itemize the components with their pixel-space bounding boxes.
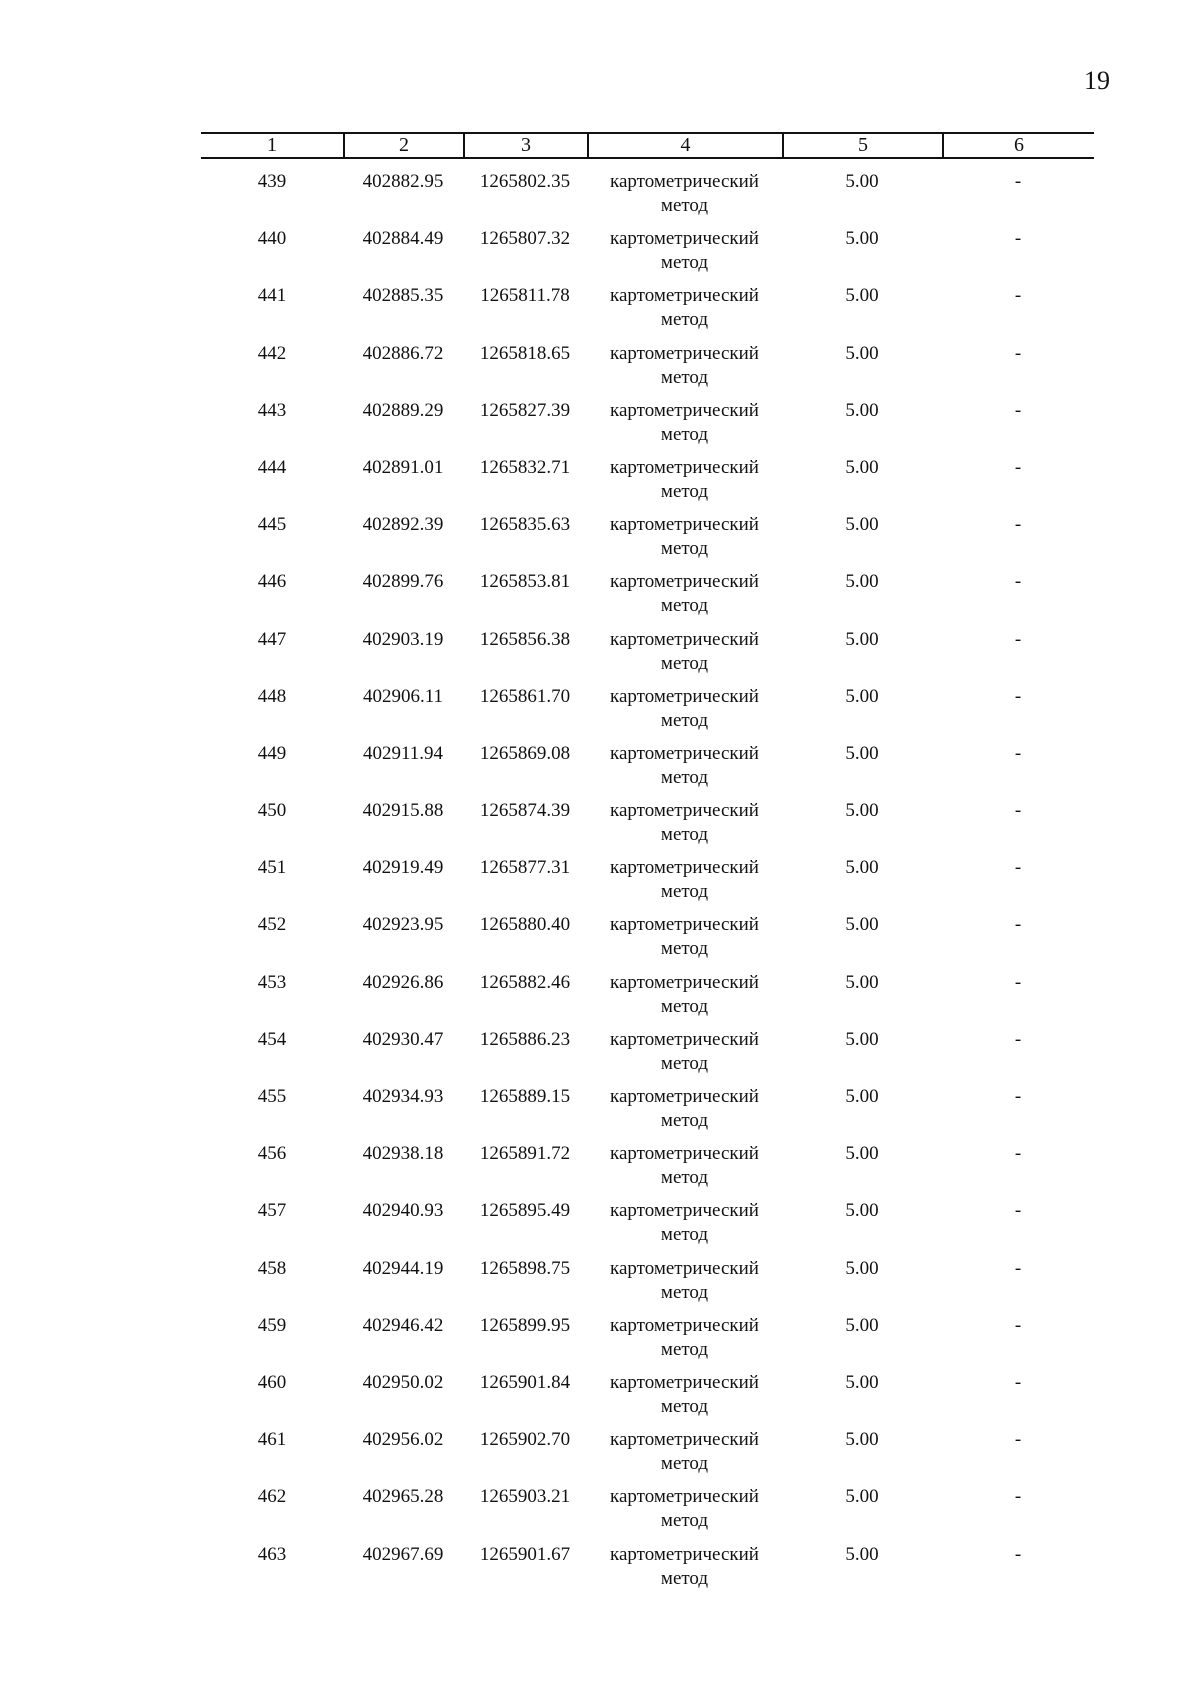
cell-description: - [1014,456,1022,478]
cell-coord-x: 402885.35 [362,285,444,307]
method-line-2: метод [660,309,709,331]
table-header [201,132,1094,159]
table-row [201,685,1094,742]
cell-method [587,856,782,904]
table-row [201,227,1094,284]
cell-accuracy: 5.00 [845,1429,879,1451]
cell-method [587,628,782,676]
cell-method [587,1543,782,1591]
cell-method [587,227,782,275]
cell-accuracy: 5.00 [845,456,879,478]
method-line-2: метод [660,881,709,903]
cell-method [587,1199,782,1247]
cell-method [587,1485,782,1533]
table-row [201,742,1094,799]
cell-point-number: 449 [257,742,287,764]
method-line-2: метод [660,480,709,502]
method-line-2: метод [660,766,709,788]
method-line-2: метод [660,595,709,617]
table-row [201,1142,1094,1199]
cell-description: - [1014,742,1022,764]
method-line-1: картометрический [610,1429,759,1451]
cell-accuracy: 5.00 [845,1371,879,1393]
method-line-1: картометрический [610,171,759,192]
method-line-1: картометрический [610,1371,759,1393]
cell-method [587,971,782,1019]
cell-coord-x: 402930.47 [362,1028,444,1050]
cell-accuracy: 5.00 [845,1486,879,1508]
cell-point-number: 451 [257,857,287,879]
cell-point-number: 454 [257,1028,287,1050]
method-line-2: метод [660,538,709,560]
cell-coord-x: 402886.72 [362,342,444,364]
table-row [201,1371,1094,1428]
cell-coord-x: 402967.69 [362,1543,444,1565]
cell-method [587,1314,782,1362]
cell-method [587,570,782,618]
cell-description: - [1014,1429,1022,1451]
cell-coord-y: 1265882.46 [479,971,571,993]
table-row [201,1257,1094,1314]
cell-coord-y: 1265807.32 [479,228,571,250]
method-line-1: картометрический [610,742,759,764]
cell-method [587,284,782,332]
cell-point-number: 456 [257,1143,287,1165]
cell-description: - [1014,571,1022,593]
cell-method [587,1257,782,1305]
table-row [201,513,1094,570]
method-line-2: метод [660,195,709,216]
cell-point-number: 461 [257,1429,287,1451]
table-row [201,1199,1094,1256]
cell-method [587,1028,782,1076]
cell-coord-x: 402940.93 [362,1200,444,1222]
cell-coord-y: 1265903.21 [479,1486,571,1508]
cell-accuracy: 5.00 [845,399,879,421]
method-line-2: метод [660,1453,709,1475]
table-row [201,628,1094,685]
cell-method [587,913,782,961]
cell-description: - [1014,342,1022,364]
cell-point-number: 442 [257,342,287,364]
cell-accuracy: 5.00 [845,285,879,307]
cell-coord-x: 402923.95 [362,914,444,936]
cell-description: - [1014,1371,1022,1393]
method-line-1: картометрический [610,1257,759,1279]
page-number: 19 [1084,66,1110,95]
cell-description: - [1014,1543,1022,1565]
cell-coord-y: 1265818.65 [479,342,571,364]
method-line-1: картометрический [610,342,759,364]
cell-method [587,1085,782,1133]
method-line-1: картометрический [610,399,759,421]
cell-coord-y: 1265880.40 [479,914,571,936]
cell-description: - [1014,857,1022,879]
cell-coord-y: 1265901.67 [479,1543,571,1565]
cell-accuracy: 5.00 [845,685,879,707]
cell-accuracy: 5.00 [845,914,879,936]
table-row [201,284,1094,341]
cell-point-number: 446 [257,571,287,593]
cell-description: - [1014,1314,1022,1336]
cell-accuracy: 5.00 [845,228,879,250]
cell-description: - [1014,1028,1022,1050]
cell-coord-y: 1265802.35 [479,171,571,192]
cell-coord-y: 1265886.23 [479,1028,571,1050]
cell-coord-x: 402889.29 [362,399,444,421]
cell-coord-x: 402950.02 [362,1371,444,1393]
method-line-1: картометрический [610,685,759,707]
cell-description: - [1014,914,1022,936]
method-line-2: метод [660,1110,709,1131]
method-line-1: картометрический [610,914,759,936]
cell-coord-y: 1265869.08 [479,742,571,764]
method-line-1: картометрический [610,456,759,478]
cell-accuracy: 5.00 [845,1543,879,1565]
cell-coord-y: 1265853.81 [479,571,571,593]
cell-point-number: 447 [257,628,287,650]
cell-coord-y: 1265861.70 [479,685,571,707]
cell-coord-y: 1265877.31 [479,857,571,879]
cell-accuracy: 5.00 [845,571,879,593]
cell-point-number: 459 [257,1314,287,1336]
cell-coord-x: 402946.42 [362,1314,444,1336]
table-row [201,1485,1094,1542]
table-row [201,399,1094,456]
method-line-2: метод [660,1338,709,1360]
method-line-1: картометрический [610,628,759,650]
method-line-1: картометрический [610,1143,759,1165]
cell-method [587,685,782,733]
header-cell-4: 4 [587,134,782,157]
cell-coord-x: 402919.49 [362,857,444,879]
method-line-2: метод [660,709,709,731]
cell-point-number: 441 [257,285,287,307]
method-line-2: метод [660,366,709,388]
table-row [201,456,1094,513]
table-body [201,170,1094,1600]
cell-coord-y: 1265827.39 [479,399,571,421]
cell-accuracy: 5.00 [845,514,879,536]
method-line-2: метод [660,1567,709,1589]
method-line-1: картометрический [610,1200,759,1222]
table-row [201,1085,1094,1142]
method-line-2: метод [660,1224,709,1246]
cell-coord-x: 402911.94 [362,742,444,764]
cell-description: - [1014,171,1022,192]
cell-coord-y: 1265811.78 [480,285,570,307]
cell-description: - [1014,628,1022,650]
cell-method [587,799,782,847]
header-cell-3: 3 [463,134,587,157]
cell-accuracy: 5.00 [845,1314,879,1336]
cell-coord-y: 1265856.38 [479,628,571,650]
cell-description: - [1014,1257,1022,1279]
header-cell-2: 2 [343,134,463,157]
cell-coord-x: 402903.19 [362,628,444,650]
cell-coord-y: 1265901.84 [479,1371,571,1393]
method-line-2: метод [660,1167,709,1189]
cell-description: - [1014,1486,1022,1508]
cell-accuracy: 5.00 [845,742,879,764]
method-line-1: картометрический [610,1314,759,1336]
method-line-2: метод [660,1510,709,1532]
method-line-1: картометрический [610,285,759,307]
method-line-1: картометрический [610,1086,759,1107]
cell-point-number: 445 [257,514,287,536]
method-line-1: картометрический [610,571,759,593]
cell-point-number: 463 [257,1543,287,1565]
header-cell-6: 6 [942,134,1094,157]
cell-coord-y: 1265902.70 [479,1429,571,1451]
cell-point-number: 444 [257,456,287,478]
cell-accuracy: 5.00 [845,1143,879,1165]
method-line-1: картометрический [610,800,759,822]
cell-method [587,1371,782,1419]
method-line-2: метод [660,995,709,1017]
cell-coord-y: 1265835.63 [479,514,571,536]
cell-description: - [1014,1143,1022,1165]
cell-method [587,513,782,561]
cell-accuracy: 5.00 [845,800,879,822]
header-cell-5: 5 [782,134,942,157]
cell-coord-x: 402899.76 [362,571,444,593]
cell-method [587,342,782,390]
table-row [201,799,1094,856]
cell-description: - [1014,685,1022,707]
cell-point-number: 460 [257,1371,287,1393]
table-row [201,1428,1094,1485]
table-row [201,856,1094,913]
method-line-2: метод [660,938,709,960]
cell-description: - [1014,1086,1022,1107]
cell-coord-y: 1265832.71 [479,456,571,478]
cell-accuracy: 5.00 [845,857,879,879]
method-line-1: картометрический [610,971,759,993]
method-line-1: картометрический [610,1028,759,1050]
cell-coord-y: 1265889.15 [479,1086,571,1107]
cell-point-number: 448 [257,685,287,707]
cell-coord-x: 402915.88 [362,800,444,822]
table-row [201,913,1094,970]
method-line-1: картометрический [610,857,759,879]
method-line-1: картометрический [610,514,759,536]
cell-accuracy: 5.00 [845,1086,879,1107]
cell-description: - [1014,514,1022,536]
table-row [201,1314,1094,1371]
cell-coord-x: 402891.01 [362,456,444,478]
cell-description: - [1014,399,1022,421]
method-line-2: метод [660,423,709,445]
cell-coord-y: 1265899.95 [479,1314,571,1336]
cell-coord-y: 1265891.72 [479,1143,571,1165]
cell-point-number: 450 [257,800,287,822]
cell-accuracy: 5.00 [845,1200,879,1222]
cell-description: - [1014,1200,1022,1222]
cell-method [587,1142,782,1190]
cell-accuracy: 5.00 [845,171,879,192]
cell-point-number: 440 [257,228,287,250]
cell-method [587,399,782,447]
method-line-2: метод [660,652,709,674]
cell-point-number: 462 [257,1486,287,1508]
cell-point-number: 457 [257,1200,287,1222]
table-row [201,1028,1094,1085]
header-cell-1: 1 [267,134,277,156]
cell-coord-x: 402938.18 [362,1143,444,1165]
cell-point-number: 453 [257,971,287,993]
cell-accuracy: 5.00 [845,342,879,364]
method-line-2: метод [660,1281,709,1303]
cell-accuracy: 5.00 [845,1257,879,1279]
cell-coord-x: 402934.93 [362,1086,444,1107]
cell-method [587,1428,782,1476]
cell-accuracy: 5.00 [845,971,879,993]
cell-coord-x: 402965.28 [362,1486,444,1508]
cell-coord-x: 402882.95 [362,171,444,192]
cell-description: - [1014,971,1022,993]
table-row [201,342,1094,399]
table-row [201,570,1094,627]
method-line-1: картометрический [610,228,759,250]
method-line-2: метод [660,252,709,274]
method-line-2: метод [660,1395,709,1417]
cell-point-number: 452 [257,914,287,936]
cell-coord-y: 1265898.75 [479,1257,571,1279]
cell-coord-x: 402956.02 [362,1429,444,1451]
cell-method [587,742,782,790]
cell-coord-x: 402884.49 [362,228,444,250]
table-row [201,170,1094,227]
cell-coord-x: 402926.86 [362,971,444,993]
cell-description: - [1014,285,1022,307]
method-line-2: метод [660,824,709,846]
cell-method [587,170,782,218]
cell-coord-x: 402906.11 [362,685,444,707]
cell-point-number: 455 [257,1086,287,1107]
cell-coord-x: 402892.39 [362,514,444,536]
cell-point-number: 443 [257,399,287,421]
cell-description: - [1014,228,1022,250]
method-line-1: картометрический [610,1486,759,1508]
cell-method [587,456,782,504]
cell-coord-y: 1265895.49 [479,1200,571,1222]
method-line-1: картометрический [610,1543,759,1565]
cell-description: - [1014,800,1022,822]
cell-point-number: 458 [257,1257,287,1279]
cell-accuracy: 5.00 [845,628,879,650]
cell-coord-x: 402944.19 [362,1257,444,1279]
cell-accuracy: 5.00 [845,1028,879,1050]
cell-point-number: 439 [257,171,287,192]
method-line-2: метод [660,1052,709,1074]
cell-coord-y: 1265874.39 [479,800,571,822]
table-row [201,1543,1094,1600]
table-row [201,971,1094,1028]
